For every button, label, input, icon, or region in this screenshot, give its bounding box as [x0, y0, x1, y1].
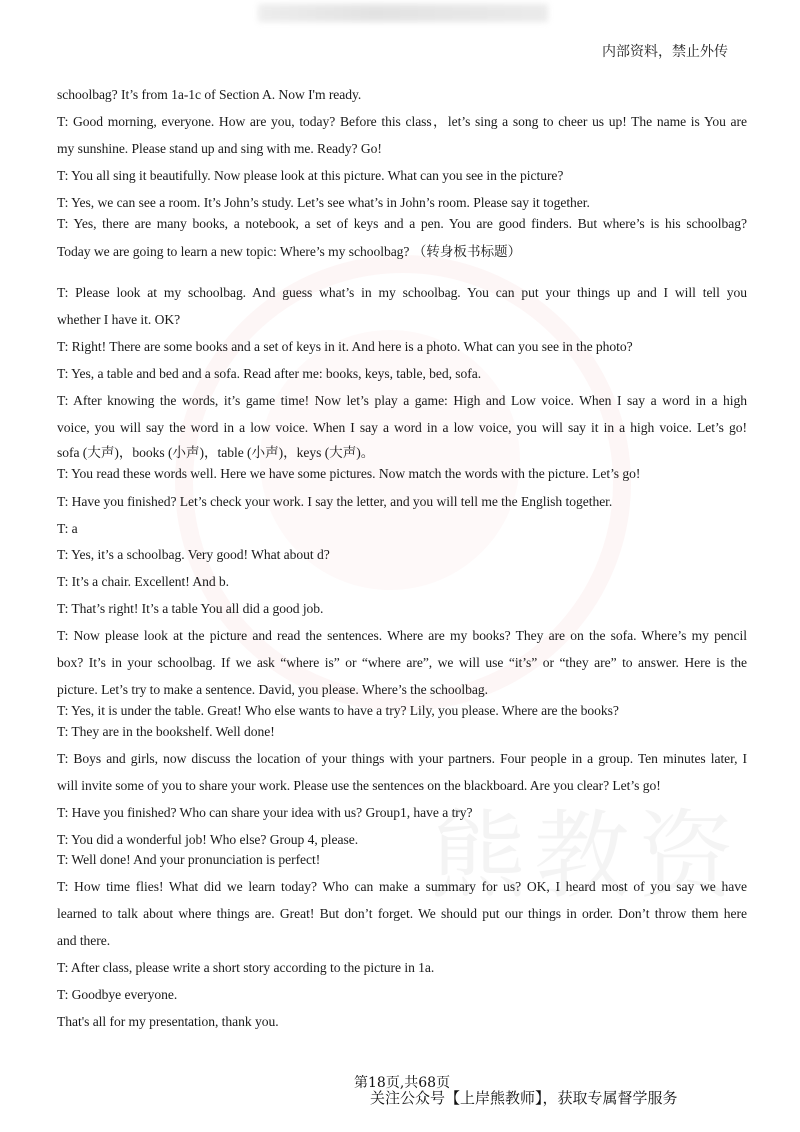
transcript-line: T: Please look at my schoolbag. And guess what’s in my schoolbag. You can put your things up and I will tell you [57, 285, 747, 300]
transcript-line: T: Good morning, everyone. How are you, today? Before this class，let’s sing a song to cheer us up! The name is You are [57, 114, 747, 129]
transcript-line: box? It’s in your schoolbag. If we ask “where is” or “where are”, we will use “it’s” or “they are” to answer. Here is the [57, 655, 747, 670]
footer-promo: 关注公众号【上岸熊教师】，获取专属督学服务 [370, 1089, 678, 1107]
transcript-line: T: Have you finished? Let’s check your work. I say the letter, and you will tell me the English together. [57, 494, 613, 509]
transcript-line: T: After knowing the words, it’s game time! Now let’s play a game: High and Low voice. When I say a word in a high [57, 393, 747, 408]
transcript-line: Today we are going to learn a new topic: Where’s my schoolbag? （转身板书标题） [57, 244, 522, 259]
transcript-line: T: Yes, there are many books, a notebook, a set of keys and a pen. You are good finders. But where’s is his schoolbag? [57, 216, 747, 231]
blurred-header-watermark [258, 4, 548, 22]
transcript-line: T: You read these words well. Here we have some pictures. Now match the words with the picture. Let’s go! [57, 466, 641, 481]
transcript-line: learned to talk about where things are. Great! But don’t forget. We should put our things in order. Don’t throw them here [57, 906, 747, 921]
transcript-line: T: They are in the bookshelf. Well done! [57, 724, 275, 739]
transcript-line: T: Have you finished? Who can share your idea with us? Group1, have a try? [57, 805, 473, 820]
confidential-notice: 内部资料，禁止外传 [602, 44, 728, 60]
transcript-line: T: Yes, we can see a room. It’s John’s study. Let’s see what’s in John’s room. Please say it together. [57, 195, 590, 210]
page-number: 第18页,共68页 [354, 1075, 451, 1091]
background-watermark-text [430, 780, 742, 917]
transcript-line: T: After class, please write a short story according to the picture in 1a. [57, 960, 435, 975]
transcript-line: T: You did a wonderful job! Who else? Group 4, please. [57, 832, 359, 847]
transcript-line: T: That’s right! It’s a table You all did a good job. [57, 601, 324, 616]
transcript-line: schoolbag? It’s from 1a-1c of Section A. Now I'm ready. [57, 87, 362, 102]
transcript-line: T: How time flies! What did we learn today? Who can make a summary for us? OK, I heard most of you say we have [57, 879, 747, 894]
transcript-line: T: a [57, 521, 78, 536]
transcript-line: T: Goodbye everyone. [57, 987, 178, 1002]
transcript-line: and there. [57, 933, 111, 948]
transcript-line: whether I have it. OK? [57, 312, 181, 327]
transcript-line: T: Well done! And your pronunciation is perfect! [57, 852, 321, 867]
transcript-line: T: Yes, it’s a schoolbag. Very good! What about d? [57, 547, 330, 562]
transcript-line: T: Yes, a table and bed and a sofa. Read after me: books, keys, table, bed, sofa. [57, 366, 482, 381]
transcript-line: picture. Let’s try to make a sentence. David, you please. Where’s the schoolbag. [57, 682, 488, 697]
transcript-line: T: It’s a chair. Excellent! And b. [57, 574, 230, 589]
transcript-line: T: Yes, it is under the table. Great! Who else wants to have a try? Lily, you please. Where are the books? [57, 703, 619, 718]
transcript-line: sofa (大声)，books (小声)，table (小声)，keys (大声)。 [57, 445, 375, 460]
transcript-line: will invite some of you to share your work. Please use the sentences on the blackboard. Are you clear? Let’s go! [57, 778, 661, 793]
transcript-line: my sunshine. Please stand up and sing with me. Ready? Go! [57, 141, 382, 156]
transcript-line: T: Now please look at the picture and read the sentences. Where are my books? They are on the sofa. Where’s my pencil [57, 628, 747, 643]
transcript-line: That's all for my presentation, thank you. [57, 1014, 279, 1029]
transcript-line: voice, you will say the word in a low voice. When I say a word in a low voice, you will say it in a high voice. Let’s go! [57, 420, 747, 435]
transcript-line: T: You all sing it beautifully. Now please look at this picture. What can you see in the picture? [57, 168, 564, 183]
transcript-line: T: Right! There are some books and a set of keys in it. And here is a photo. What can you see in the photo? [57, 339, 633, 354]
transcript-line: T: Boys and girls, now discuss the location of your things with your partners. Four people in a group. Ten minutes later, I [57, 751, 747, 766]
